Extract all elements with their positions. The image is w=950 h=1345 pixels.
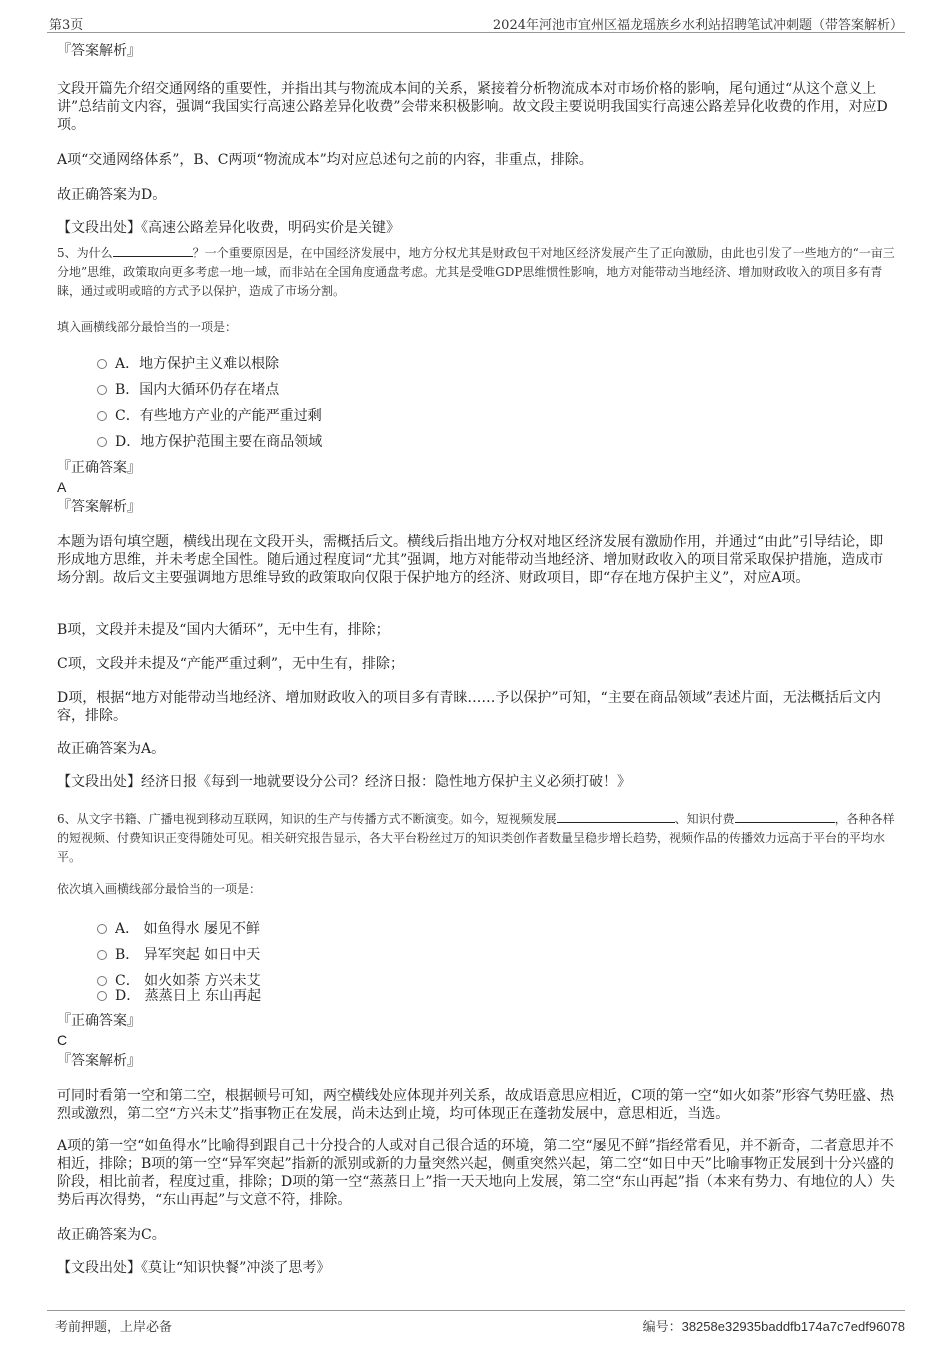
- q6-source: 【文段出处】《莫让“知识快餐”冲淡了思考》: [57, 1260, 331, 1276]
- footer-slogan: 考前押题，上岸必备: [55, 1320, 173, 1335]
- q5-option-c[interactable]: C．有些地方产业的产能严重过剩: [97, 405, 322, 425]
- q5-analysis-b: B项，文段并未提及“国内大循环”，无中生有，排除；: [57, 622, 390, 638]
- radio-icon[interactable]: [97, 950, 107, 960]
- q6-answer-statement: 故正确答案为C。: [57, 1227, 166, 1243]
- q6-prompt: 依次填入画横线部分最恰当的一项是：: [57, 882, 262, 896]
- q5-answer: A: [57, 479, 67, 495]
- q5-analysis-d: D项，根据“地方对能带动当地经济、增加财政收入的项目多有青睐……予以保护”可知，“主要在商品领域”表述片面，无法概括后文内容，排除。: [57, 690, 881, 724]
- document-code-value: 38258e32935baddfb174a7c7edf96078: [681, 1319, 905, 1334]
- q5-blank: [113, 244, 193, 257]
- q6-answer: C: [57, 1032, 68, 1048]
- page-number: 第3页: [49, 18, 84, 33]
- q6-option-d[interactable]: D． 蒸蒸日上 东山再起: [97, 985, 261, 1005]
- q6-blank-2: [735, 810, 835, 823]
- q6-analysis-paragraph: 可同时看第一空和第二空，根据顿号可知，两空横线处应体现并列关系，故成语意思应相近，C项的第一空“如火如荼”形容气势旺盛、热烈或激烈，第二空“方兴未艾”指事物正在发展，尚未达到止境，均可体现正在蓬勃发展中，意思相近，当选。: [57, 1088, 895, 1122]
- q5-option-d[interactable]: D．地方保护范围主要在商品领域: [97, 431, 322, 451]
- q5-stem-start: 5、为什么: [57, 246, 113, 260]
- q6-analysis-label: 『答案解析』: [57, 1053, 141, 1069]
- page-footer: [47, 1310, 905, 1335]
- document-title: 2024年河池市宜州区福龙瑶族乡水利站招聘笔试冲刺题（带答案解析）: [492, 18, 903, 33]
- q4-answer-statement: 故正确答案为D。: [57, 187, 167, 203]
- radio-icon[interactable]: [97, 437, 107, 447]
- radio-icon[interactable]: [97, 359, 107, 369]
- q6-stem-rest: ，各种各样的短视频、付费知识正变得随处可见。相关研究报告显示，各大平台粉丝过万的知识类创作者数量呈稳步增长趋势，视频作品的传播效力远高于平台的平均水平。: [57, 812, 895, 864]
- radio-icon[interactable]: [97, 385, 107, 395]
- cut-off-next-question: [57, 1293, 900, 1303]
- q5-correct-label: 『正确答案』: [57, 460, 141, 476]
- q4-analysis-label: 『答案解析』: [57, 43, 141, 59]
- q5-analysis-paragraph: 本题为语句填空题，横线出现在文段开头，需概括后文。横线后指出地方分权对地区经济发展有激励作用，并通过“由此”引导结论，即形成地方思维，并未考虑全国性。随后通过程度词“尤其”强调，地方对能带动当地经济、增加财政收入的项目常采取保护措施，造成市场分割。故后文主要强调地方思维导致的政策取向仅限于保护地方的经济、财政项目，即“存在地方保护主义”，对应A项。: [57, 534, 884, 586]
- q6-option-b[interactable]: B． 异军突起 如日中天: [97, 944, 260, 964]
- q5-analysis-c: C项，文段并未提及“产能严重过剩”，无中生有，排除；: [57, 656, 405, 672]
- q4-source: 【文段出处】《高速公路差异化收费，明码实价是关键》: [57, 220, 400, 236]
- q5-option-b[interactable]: B．国内大循环仍存在堵点: [97, 379, 279, 399]
- q6-option-c[interactable]: C． 如火如荼 方兴未艾: [97, 970, 261, 990]
- radio-icon[interactable]: [97, 991, 107, 1001]
- q6-stem-start: 6、从文字书籍、广播电视到移动互联网，知识的生产与传播方式不断演变。如今，短视频发展: [57, 812, 557, 826]
- q4-analysis-elimination: A项“交通网络体系”，B、C两项“物流成本”均对应总述句之前的内容，非重点，排除。: [57, 152, 593, 168]
- q5-option-a[interactable]: A．地方保护主义难以根除: [97, 353, 279, 373]
- q6-analysis-elimination: A项的第一空“如鱼得水”比喻得到跟自己十分投合的人或对自己很合适的环境，第二空“屡见不鲜”指经常看见，并不新奇，二者意思并不相近，排除；B项的第一空“异军突起”指新的派别或新的力量突然兴起，侧重突然兴起，第二空“如日中天”比喻事物正发展到十分兴盛的阶段，相比前者，程度过重，排除；D项的第一空“蒸蒸日上”指一天天地向上发展，第二空“东山再起”指（本来有势力、有地位的人）失势后再次得势，“东山再起”与文意不符，排除。: [57, 1138, 895, 1208]
- q5-analysis-label: 『答案解析』: [57, 499, 141, 515]
- q5-answer-statement: 故正确答案为A。: [57, 741, 166, 757]
- page-header: [47, 10, 905, 33]
- q6-correct-label: 『正确答案』: [57, 1013, 141, 1029]
- q5-stem: [57, 244, 897, 301]
- radio-icon[interactable]: [97, 924, 107, 934]
- q6-stem-mid: 、知识付费: [674, 812, 735, 826]
- radio-icon[interactable]: [97, 411, 107, 421]
- q6-option-a[interactable]: A． 如鱼得水 屡见不鲜: [97, 918, 260, 938]
- q6-stem: [57, 810, 897, 867]
- q5-source: 【文段出处】经济日报《每到一地就要设分公司？经济日报：隐性地方保护主义必须打破！》: [57, 774, 631, 790]
- q5-prompt: 填入画横线部分最恰当的一项是：: [57, 320, 238, 334]
- q5-stem-rest: ？一个重要原因是，在中国经济发展中，地方分权尤其是财政包干对地区经济发展产生了正向激励，由此也引发了一些地方的“一亩三分地”思维，政策取向更多考虑一地一域，而非站在全国角度通盘考虑。尤其是受唯GDP思维惯性影响，地方对能带动当地经济、增加财政收入的项目多有青睐，通过或明或暗的方式予以保护，造成了市场分割。: [57, 246, 895, 298]
- q6-blank-1: [557, 810, 675, 823]
- document-code-label: 编号：: [642, 1320, 682, 1335]
- document-code: [643, 1316, 905, 1335]
- q4-analysis-paragraph: 文段开篇先介绍交通网络的重要性，并指出其与物流成本间的关系，紧接着分析物流成本对市场价格的影响，尾句通过“从这个意义上讲”总结前文内容，强调“我国实行高速公路差异化收费”会带来积极影响。故文段主要说明我国实行高速公路差异化收费的作用，对应D项。: [57, 81, 888, 133]
